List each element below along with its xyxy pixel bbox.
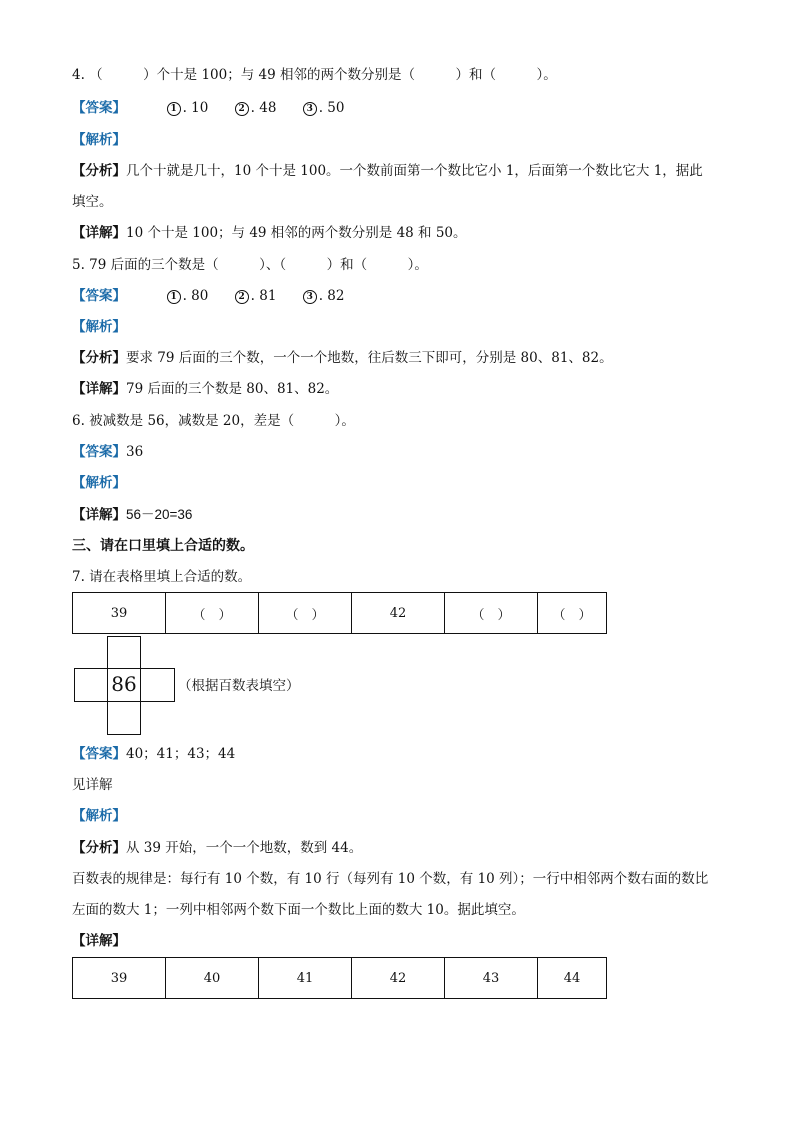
q5-answer-3: 3 . 82 [303, 287, 345, 305]
table-cell: 39 [73, 958, 166, 999]
q7-question: 7. 请在表格里填上合适的数。 [72, 569, 252, 585]
q6-question: 6. 被减数是 56，减数是 20，差是（ ）。 [72, 413, 355, 429]
q7-fenxi-rule-2: 左面的数大 1；一列中相邻两个数下面一个数比上面的数大 10。据此填空。 [72, 902, 525, 918]
table-cell: 43 [445, 958, 538, 999]
q7-xiangjie-tag: 【详解】 [72, 933, 126, 949]
cross-cell-right[interactable] [140, 668, 175, 702]
answer-tag: 【答案】 [72, 288, 126, 304]
q4-answer-3: 3 . 50 [303, 99, 345, 117]
q5-question: 5. 79 后面的三个数是（ ）、（ ）和（ ）。 [72, 257, 428, 273]
table-cell: 44 [538, 958, 607, 999]
cross-cell-top[interactable] [107, 636, 141, 669]
q4-answer-1: 1 . 10 [167, 99, 209, 117]
table-cell: 42 [352, 593, 445, 634]
q7-answer: 【答案】40；41；43；44 [72, 746, 236, 762]
circled-number-icon: 3 [303, 102, 317, 116]
q5-xiangjie: 【详解】79 后面的三个数是 80、81、82。 [72, 381, 339, 397]
q7-fenxi-rule-1: 百数表的规律是：每行有 10 个数，有 10 行（每列有 10 个数，有 10 列）；一行中相邻两个数右面的数比 [72, 871, 709, 887]
q6-jiexi-tag: 【解析】 [72, 475, 126, 491]
q7-fenxi: 【分析】从 39 开始，一个一个地数，数到 44。 [72, 840, 363, 856]
cross-cell-center: 86 [107, 668, 141, 702]
table-cell: 40 [166, 958, 259, 999]
q7-see-detail: 见详解 [72, 777, 113, 793]
q4-fenxi: 【分析】几个十就是几十，10 个十是 100。一个数前面第一个数比它小 1，后面第一个数比它大 1，据此 [72, 163, 703, 179]
table-cell-blank[interactable]: （ ） [166, 593, 259, 634]
table-cell-blank[interactable]: （ ） [538, 593, 607, 634]
q4-answer-2: 2 . 48 [235, 99, 277, 117]
q4-xiangjie: 【详解】10 个十是 100；与 49 相邻的两个数分别是 48 和 50。 [72, 225, 467, 241]
cross-cell-left[interactable] [74, 668, 108, 702]
q4-answer-row [72, 99, 366, 117]
table-cell: 41 [259, 958, 352, 999]
q5-answer-row [72, 287, 366, 305]
table-cell: 39 [73, 593, 166, 634]
circled-number-icon: 3 [303, 290, 317, 304]
q6-xiangjie: 【详解】56－20=36 [72, 507, 193, 523]
q7-jiexi-tag: 【解析】 [72, 808, 126, 824]
q7-hint: （根据百数表填空） [178, 678, 300, 694]
table-cell-blank[interactable]: （ ） [445, 593, 538, 634]
circled-number-icon: 1 [167, 102, 181, 116]
q5-answer-1: 1 . 80 [167, 287, 209, 305]
section-3-heading: 三、请在口里填上合适的数。 [72, 538, 254, 554]
q4-jiexi-tag: 【解析】 [72, 132, 126, 148]
q5-answer-2: 2 . 81 [235, 287, 277, 305]
q5-fenxi: 【分析】要求 79 后面的三个数，一个一个地数，往后数三下即可，分别是 80、81、82。 [72, 350, 613, 366]
q4-fenxi-cont: 填空。 [72, 194, 113, 210]
q7-fill-table [72, 592, 607, 634]
circled-number-icon: 1 [167, 290, 181, 304]
q4-question: 4. （ ）个十是 100；与 49 相邻的两个数分别是（ ）和（ ）。 [72, 67, 557, 83]
table-cell-blank[interactable]: （ ） [259, 593, 352, 634]
answer-tag: 【答案】 [72, 100, 126, 116]
q5-jiexi-tag: 【解析】 [72, 319, 126, 335]
circled-number-icon: 2 [235, 290, 249, 304]
q7-detail-table [72, 957, 607, 999]
table-cell: 42 [352, 958, 445, 999]
cross-cell-bottom[interactable] [107, 701, 141, 735]
circled-number-icon: 2 [235, 102, 249, 116]
q6-answer: 【答案】36 [72, 444, 144, 460]
